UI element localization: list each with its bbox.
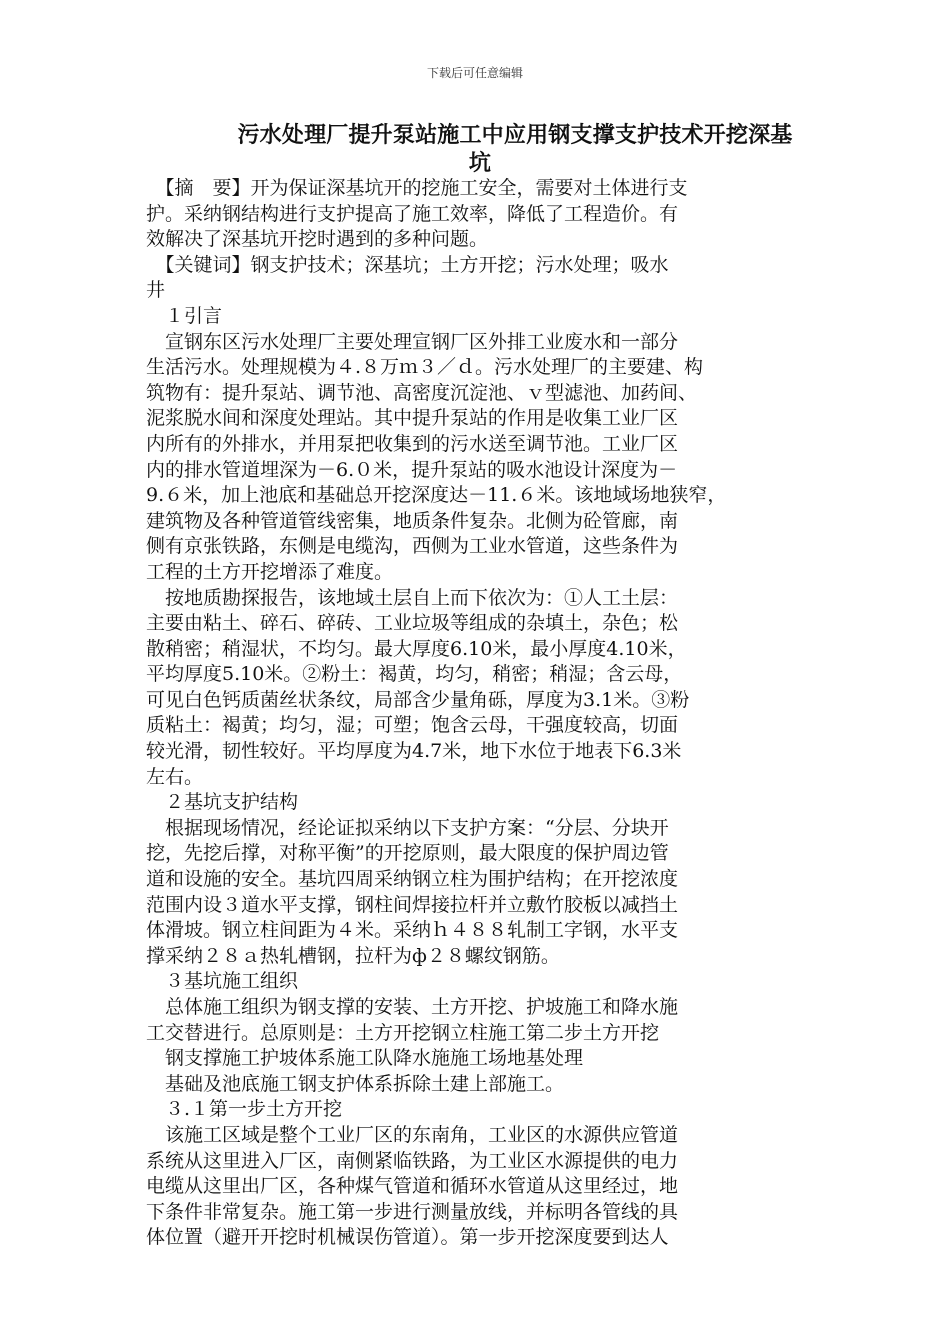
- body-line: 按地质勘探报告，该地域土层自上而下依次为：①人工土层：: [146, 586, 679, 609]
- body-line: 体位置（避开开挖时机械误伤管道）。第一步开挖深度要到达人: [146, 1226, 669, 1249]
- body-line: 筑物有：提升泵站、调节池、高密度沉淀池、ｖ型滤池、加药间、: [146, 381, 698, 404]
- document-title: [150, 122, 810, 178]
- body-line: 系统从这里进入厂区，南侧紧临铁路，为工业区水源提供的电力: [146, 1149, 679, 1172]
- body-line: 泥浆脱水间和深度处理站。其中提升泵站的作用是收集工业厂区: [146, 407, 679, 430]
- body-line: 根据现场情况，经论证拟采纳以下支护方案：“分层、分块开: [146, 816, 669, 839]
- body-line: 较光滑，韧性较好。平均厚度为4.7米，地下水位于地表下6.3米: [146, 740, 682, 763]
- body-line: 【摘 要】开为保证深基坑开的挖施工安全，需要对土体进行支: [146, 177, 688, 199]
- title-line-2: 坑: [468, 151, 492, 176]
- body-line: 建筑物及各种管道管线密集，地质条件复杂。北侧为砼管廊，南: [146, 509, 679, 532]
- section-heading: ３基坑施工组织: [146, 970, 299, 993]
- body-line: 撑采纳２８ａ热轧槽钢，拉杆为ф２８螺纹钢筋。: [146, 944, 560, 967]
- body-line: 总体施工组织为钢支撑的安装、土方开挖、护坡施工和降水施: [146, 996, 679, 1018]
- body-line: 宣钢东区污水处理厂主要处理宣钢厂区外排工业废水和一部分: [146, 330, 679, 353]
- body-line: 范围内设３道水平支撑，钢柱间焊接拉杆并立敷竹胶板以减挡土: [146, 893, 679, 916]
- title-line-1: 污水处理厂提升泵站施工中应用钢支撑支护技术开挖深基: [237, 123, 793, 148]
- body-line: 基础及池底施工钢支护体系拆除土建上部施工。: [146, 1072, 565, 1095]
- body-line: 散稍密；稍湿状，不均匀。最大厚度6.10米，最小厚度4.10米，: [146, 637, 687, 660]
- body-line: 可见白色钙质菌丝状条纹，局部含少量角砾，厚度为3.1米。③粉: [146, 688, 690, 711]
- section-heading: ３.１第一步土方开挖: [146, 1098, 343, 1121]
- body-line: 工程的土方开挖增添了难度。: [146, 560, 394, 583]
- body-line: 挖，先挖后撑，对称平衡”的开挖原则，最大限度的保护周边管: [146, 842, 669, 865]
- body-line: 体滑坡。钢立柱间距为４米。采纳ｈ４８８轧制工字钢，水平支: [146, 919, 679, 942]
- body-line: 该施工区域是整个工业厂区的东南角，工业区的水源供应管道: [146, 1123, 679, 1146]
- body-line: 下条件非常复杂。施工第一步进行测量放线，并标明各管线的具: [146, 1200, 679, 1223]
- header-note: 下载后可任意编辑: [426, 66, 523, 80]
- body-line: 钢支撑施工护坡体系施工队降水施施工场地基处理: [146, 1047, 584, 1070]
- section-heading: １引言: [146, 304, 223, 327]
- body-line: 生活污水。处理规模为４.８万ｍ３／ｄ。污水处理厂的主要建、构: [146, 356, 704, 379]
- body-line: 【关键词】钢支护技术；深基坑；土方开挖；污水处理；吸水: [146, 253, 669, 276]
- body-line: 主要由粘土、碎石、碎砖、工业垃圾等组成的杂填土，杂色；松: [146, 612, 679, 635]
- body-line: 内所有的外排水，并用泵把收集到的污水送至调节池。工业厂区: [146, 432, 679, 455]
- body-line: 护。采纳钢结构进行支护提高了施工效率，降低了工程造价。有: [146, 202, 679, 225]
- body-line: 效解决了深基坑开挖时遇到的多种问题。: [146, 228, 489, 251]
- body-line: 平均厚度5.10米。②粉土：褐黄，均匀，稍密；稍湿；含云母，: [146, 663, 683, 686]
- body-line: 内的排水管道埋深为－6.０米，提升泵站的吸水池设计深度为－: [146, 458, 678, 481]
- body-line: 质粘土：褐黄；均匀，湿；可塑；饱含云母，干强度较高，切面: [146, 714, 679, 737]
- body-line: 侧有京张铁路，东侧是电缆沟，西侧为工业水管道，这些条件为: [146, 535, 679, 558]
- body-line: 井: [146, 279, 166, 302]
- body-line: 工交替进行。总原则是：土方开挖钢立柱施工第二步土方开挖: [146, 1021, 660, 1044]
- document-body: [146, 176, 806, 1251]
- body-line: 电缆从这里出厂区，各种煤气管道和循环水管道从这里经过，地: [146, 1175, 679, 1198]
- body-line: 9.６米，加上池底和基础总开挖深度达－11.６米。该地域场地狭窄，: [146, 484, 727, 507]
- section-heading: ２基坑支护结构: [146, 791, 299, 814]
- body-line: 左右。: [146, 765, 204, 788]
- body-line: 道和设施的安全。基坑四周采纳钢立柱为围护结构；在开挖浓度: [146, 868, 679, 891]
